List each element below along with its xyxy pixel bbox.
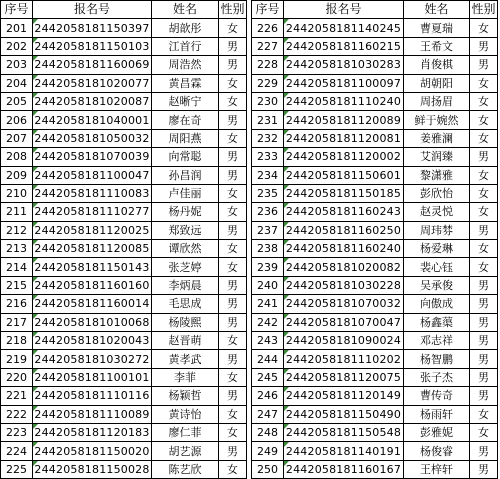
- row-reg-no: 2442058181110116: [33, 387, 152, 405]
- row-name: 彭欣怡: [404, 184, 470, 202]
- row-gender: 女: [219, 423, 247, 441]
- row-name: 杨颖哲: [152, 387, 219, 405]
- row-gender: 男: [470, 332, 498, 350]
- table-row: [1, 74, 247, 92]
- row-reg-no: 2442058181110202: [284, 350, 404, 368]
- row-reg-no: 2442058181150601: [284, 166, 404, 184]
- row-gender: 女: [219, 368, 247, 386]
- table-row: [252, 368, 498, 386]
- row-gender: 女: [219, 19, 247, 37]
- row-reg-no: 2442058181040001: [33, 111, 152, 129]
- row-reg-no: 2442058181110277: [33, 203, 152, 221]
- table-row: [1, 56, 247, 74]
- table-row: [252, 423, 498, 441]
- table-row: [252, 37, 498, 55]
- table-row: [252, 295, 498, 313]
- row-gender: 男: [470, 350, 498, 368]
- table-row: [1, 240, 247, 258]
- row-reg-no: 2442058181120002: [284, 148, 404, 166]
- table-row: [252, 405, 498, 423]
- row-name: 姜雅澜: [404, 129, 470, 147]
- row-gender: 男: [470, 56, 498, 74]
- row-index: 229: [252, 74, 284, 92]
- row-name: 廖仁菲: [152, 423, 219, 441]
- row-reg-no: 2442058181150397: [33, 19, 152, 37]
- row-reg-no: 2442058181030228: [284, 276, 404, 294]
- row-reg-no: 2442058181100097: [284, 74, 404, 92]
- row-name: 周玮棼: [404, 221, 470, 239]
- row-gender: 男: [219, 166, 247, 184]
- table-row: [1, 295, 247, 313]
- header-row: [1, 1, 247, 19]
- table-row: [252, 276, 498, 294]
- table-row: [1, 92, 247, 110]
- table-row: [1, 442, 247, 460]
- row-index: 243: [252, 332, 284, 350]
- roster-body-right: [252, 19, 498, 479]
- row-name: 周浩然: [152, 56, 219, 74]
- row-gender: 男: [219, 111, 247, 129]
- row-name: 陈艺欣: [152, 460, 219, 478]
- table-row: [1, 460, 247, 478]
- row-gender: 男: [470, 460, 498, 478]
- row-gender: 女: [470, 240, 498, 258]
- row-gender: 男: [219, 442, 247, 460]
- row-reg-no: 2442058181120085: [33, 240, 152, 258]
- row-name: 张芝婷: [152, 258, 219, 276]
- row-gender: 男: [470, 442, 498, 460]
- row-reg-no: 2442058181070039: [33, 148, 152, 166]
- row-index: 219: [1, 350, 33, 368]
- row-index: 247: [252, 405, 284, 423]
- row-name: 邓志祥: [404, 332, 470, 350]
- table-row: [1, 19, 247, 37]
- row-reg-no: 2442058181070047: [284, 313, 404, 331]
- row-name: 肖俊棋: [404, 56, 470, 74]
- row-index: 201: [1, 19, 33, 37]
- row-reg-no: 2442058181090024: [284, 332, 404, 350]
- row-name: 周阳燕: [152, 129, 219, 147]
- table-row: [252, 387, 498, 405]
- row-reg-no: 2442058181120075: [284, 368, 404, 386]
- row-index: 215: [1, 276, 33, 294]
- row-name: 向傲成: [404, 295, 470, 313]
- table-row: [1, 423, 247, 441]
- row-name: 杨鑫蕖: [404, 313, 470, 331]
- row-reg-no: 2442058181030283: [284, 56, 404, 74]
- row-gender: 男: [219, 148, 247, 166]
- header-gender: 性别: [470, 1, 498, 19]
- row-index: 214: [1, 258, 33, 276]
- row-reg-no: 2442058181050032: [33, 129, 152, 147]
- row-reg-no: 2442058181150103: [33, 37, 152, 55]
- row-name: 黄昌霖: [152, 74, 219, 92]
- header-index: 序号: [252, 1, 284, 19]
- row-index: 221: [1, 387, 33, 405]
- row-name: 李菲: [152, 368, 219, 386]
- table-row: [252, 203, 498, 221]
- roster-table-right: [251, 0, 498, 479]
- row-index: 227: [252, 37, 284, 55]
- row-index: 225: [1, 460, 33, 478]
- row-gender: 男: [219, 221, 247, 239]
- row-index: 211: [1, 203, 33, 221]
- table-row: [1, 221, 247, 239]
- row-reg-no: 2442058181100101: [33, 368, 152, 386]
- table-row: [1, 148, 247, 166]
- row-gender: 男: [219, 387, 247, 405]
- row-gender: 男: [470, 295, 498, 313]
- table-row: [252, 240, 498, 258]
- row-gender: 女: [219, 203, 247, 221]
- row-name: 孙昌润: [152, 166, 219, 184]
- row-reg-no: 2442058181150143: [33, 258, 152, 276]
- row-gender: 女: [219, 129, 247, 147]
- row-gender: 男: [470, 276, 498, 294]
- row-reg-no: 2442058181160215: [284, 37, 404, 55]
- row-index: 213: [1, 240, 33, 258]
- row-reg-no: 2442058181160240: [284, 240, 404, 258]
- table-row: [1, 276, 247, 294]
- row-gender: 女: [219, 184, 247, 202]
- row-index: 245: [252, 368, 284, 386]
- row-gender: 女: [470, 203, 498, 221]
- row-index: 248: [252, 423, 284, 441]
- table-row: [252, 258, 498, 276]
- roster-body-left: [1, 19, 247, 479]
- row-gender: 男: [219, 313, 247, 331]
- row-reg-no: 2442058181030272: [33, 350, 152, 368]
- row-reg-no: 2442058181150490: [284, 405, 404, 423]
- row-gender: 女: [470, 19, 498, 37]
- row-gender: 男: [219, 56, 247, 74]
- table-row: [252, 350, 498, 368]
- row-reg-no: 2442058181160160: [33, 276, 152, 294]
- row-name: 周扬眉: [404, 92, 470, 110]
- row-reg-no: 2442058181120183: [33, 423, 152, 441]
- row-gender: 女: [470, 74, 498, 92]
- table-row: [1, 350, 247, 368]
- row-index: 207: [1, 129, 33, 147]
- row-index: 246: [252, 387, 284, 405]
- row-gender: 女: [470, 184, 498, 202]
- row-index: 240: [252, 276, 284, 294]
- row-name: 郑致远: [152, 221, 219, 239]
- row-name: 杨爱琳: [404, 240, 470, 258]
- row-index: 204: [1, 74, 33, 92]
- row-name: 毛思成: [152, 295, 219, 313]
- row-name: 张子杰: [404, 368, 470, 386]
- row-index: 209: [1, 166, 33, 184]
- row-name: 胡歆彤: [152, 19, 219, 37]
- row-reg-no: 2442058181140191: [284, 442, 404, 460]
- row-gender: 女: [219, 74, 247, 92]
- row-name: 赵晰宁: [152, 92, 219, 110]
- row-gender: 女: [219, 258, 247, 276]
- table-row: [252, 74, 498, 92]
- table-row: [252, 184, 498, 202]
- roster-table-left: [0, 0, 247, 479]
- row-gender: 女: [470, 166, 498, 184]
- row-index: 230: [252, 92, 284, 110]
- row-reg-no: 2442058181110089: [33, 405, 152, 423]
- row-gender: 男: [470, 313, 498, 331]
- row-name: 胡朝阳: [404, 74, 470, 92]
- table-row: [1, 129, 247, 147]
- row-index: 210: [1, 184, 33, 202]
- table-row: [252, 129, 498, 147]
- row-reg-no: 2442058181020087: [33, 92, 152, 110]
- row-gender: 女: [219, 460, 247, 478]
- row-gender: 男: [470, 368, 498, 386]
- row-reg-no: 2442058181100047: [33, 166, 152, 184]
- row-reg-no: 2442058181110083: [33, 184, 152, 202]
- row-reg-no: 2442058181110240: [284, 92, 404, 110]
- row-reg-no: 2442058181160250: [284, 221, 404, 239]
- table-row: [252, 332, 498, 350]
- row-reg-no: 2442058181150185: [284, 184, 404, 202]
- row-name: 黎潇雅: [404, 166, 470, 184]
- header-index: 序号: [1, 1, 33, 19]
- row-reg-no: 2442058181120149: [284, 387, 404, 405]
- row-index: 223: [1, 423, 33, 441]
- row-index: 241: [252, 295, 284, 313]
- row-name: 杨俊睿: [404, 442, 470, 460]
- row-gender: 男: [219, 295, 247, 313]
- table-row: [252, 221, 498, 239]
- row-name: 王梓轩: [404, 460, 470, 478]
- row-name: 杨陵熙: [152, 313, 219, 331]
- row-index: 206: [1, 111, 33, 129]
- row-index: 203: [1, 56, 33, 74]
- table-row: [252, 442, 498, 460]
- row-gender: 男: [219, 350, 247, 368]
- row-name: 向常聪: [152, 148, 219, 166]
- row-gender: 男: [219, 276, 247, 294]
- table-row: [1, 387, 247, 405]
- row-reg-no: 2442058181010068: [33, 313, 152, 331]
- row-gender: 男: [470, 221, 498, 239]
- row-index: 239: [252, 258, 284, 276]
- row-reg-no: 2442058181120081: [284, 129, 404, 147]
- row-reg-no: 2442058181120089: [284, 111, 404, 129]
- row-reg-no: 2442058181160014: [33, 295, 152, 313]
- table-row: [1, 203, 247, 221]
- row-reg-no: 2442058181160069: [33, 56, 152, 74]
- row-reg-no: 2442058181150028: [33, 460, 152, 478]
- row-index: 228: [252, 56, 284, 74]
- table-row: [252, 19, 498, 37]
- row-index: 233: [252, 148, 284, 166]
- row-reg-no: 2442058181020043: [33, 332, 152, 350]
- row-reg-no: 2442058181140245: [284, 19, 404, 37]
- header-reg-no: 报名号: [284, 1, 404, 19]
- header-reg-no: 报名号: [33, 1, 152, 19]
- row-gender: 女: [219, 92, 247, 110]
- row-reg-no: 2442058181150548: [284, 423, 404, 441]
- row-index: 232: [252, 129, 284, 147]
- table-row: [1, 368, 247, 386]
- table-row: [252, 56, 498, 74]
- row-name: 吴承俊: [404, 276, 470, 294]
- header-row: [252, 1, 498, 19]
- row-name: 杨雨轩: [404, 405, 470, 423]
- row-name: 艾润臻: [404, 148, 470, 166]
- row-index: 244: [252, 350, 284, 368]
- row-name: 鲜于婉然: [404, 111, 470, 129]
- table-row: [252, 166, 498, 184]
- table-row: [252, 460, 498, 478]
- row-gender: 女: [470, 258, 498, 276]
- table-row: [252, 111, 498, 129]
- row-gender: 女: [470, 92, 498, 110]
- row-gender: 男: [219, 37, 247, 55]
- row-reg-no: 2442058181070032: [284, 295, 404, 313]
- row-gender: 女: [219, 332, 247, 350]
- row-index: 226: [252, 19, 284, 37]
- row-name: 卢佳丽: [152, 184, 219, 202]
- row-name: 杨智鹏: [404, 350, 470, 368]
- row-reg-no: 2442058181020082: [284, 258, 404, 276]
- row-index: 212: [1, 221, 33, 239]
- table-row: [252, 148, 498, 166]
- row-gender: 女: [470, 405, 498, 423]
- row-gender: 女: [219, 405, 247, 423]
- row-index: 234: [252, 166, 284, 184]
- row-name: 王希文: [404, 37, 470, 55]
- table-row: [1, 313, 247, 331]
- row-index: 250: [252, 460, 284, 478]
- row-index: 217: [1, 313, 33, 331]
- row-reg-no: 2442058181120025: [33, 221, 152, 239]
- row-index: 218: [1, 332, 33, 350]
- table-row: [1, 258, 247, 276]
- row-name: 江首行: [152, 37, 219, 55]
- row-index: 216: [1, 295, 33, 313]
- row-name: 黄诗怡: [152, 405, 219, 423]
- row-index: 202: [1, 37, 33, 55]
- row-reg-no: 2442058181150020: [33, 442, 152, 460]
- row-index: 224: [1, 442, 33, 460]
- row-name: 曹传奇: [404, 387, 470, 405]
- row-index: 249: [252, 442, 284, 460]
- header-gender: 性别: [219, 1, 247, 19]
- row-gender: 女: [470, 423, 498, 441]
- row-name: 赵晋萌: [152, 332, 219, 350]
- row-name: 曹夏瑞: [404, 19, 470, 37]
- row-index: 238: [252, 240, 284, 258]
- row-index: 220: [1, 368, 33, 386]
- table-row: [252, 313, 498, 331]
- row-gender: 男: [470, 37, 498, 55]
- row-name: 黄孝武: [152, 350, 219, 368]
- row-index: 231: [252, 111, 284, 129]
- table-row: [1, 332, 247, 350]
- table-row: [252, 92, 498, 110]
- table-row: [1, 184, 247, 202]
- row-name: 谭欣然: [152, 240, 219, 258]
- row-gender: 女: [219, 240, 247, 258]
- header-name: 姓名: [404, 1, 470, 19]
- row-gender: 男: [470, 387, 498, 405]
- row-name: 廖在奇: [152, 111, 219, 129]
- row-gender: 男: [470, 148, 498, 166]
- table-row: [1, 111, 247, 129]
- row-gender: 女: [470, 111, 498, 129]
- row-index: 208: [1, 148, 33, 166]
- row-name: 赵灵悦: [404, 203, 470, 221]
- row-index: 205: [1, 92, 33, 110]
- row-reg-no: 2442058181160167: [284, 460, 404, 478]
- table-row: [1, 166, 247, 184]
- header-name: 姓名: [152, 1, 219, 19]
- row-name: 李炳晨: [152, 276, 219, 294]
- row-index: 236: [252, 203, 284, 221]
- row-name: 胡艺源: [152, 442, 219, 460]
- row-name: 彭雅妮: [404, 423, 470, 441]
- row-index: 235: [252, 184, 284, 202]
- row-index: 237: [252, 221, 284, 239]
- row-reg-no: 2442058181160243: [284, 203, 404, 221]
- row-reg-no: 2442058181020077: [33, 74, 152, 92]
- row-index: 222: [1, 405, 33, 423]
- row-name: 裴心钰: [404, 258, 470, 276]
- row-name: 杨丹妮: [152, 203, 219, 221]
- table-row: [1, 405, 247, 423]
- row-gender: 女: [470, 129, 498, 147]
- table-row: [1, 37, 247, 55]
- row-index: 242: [252, 313, 284, 331]
